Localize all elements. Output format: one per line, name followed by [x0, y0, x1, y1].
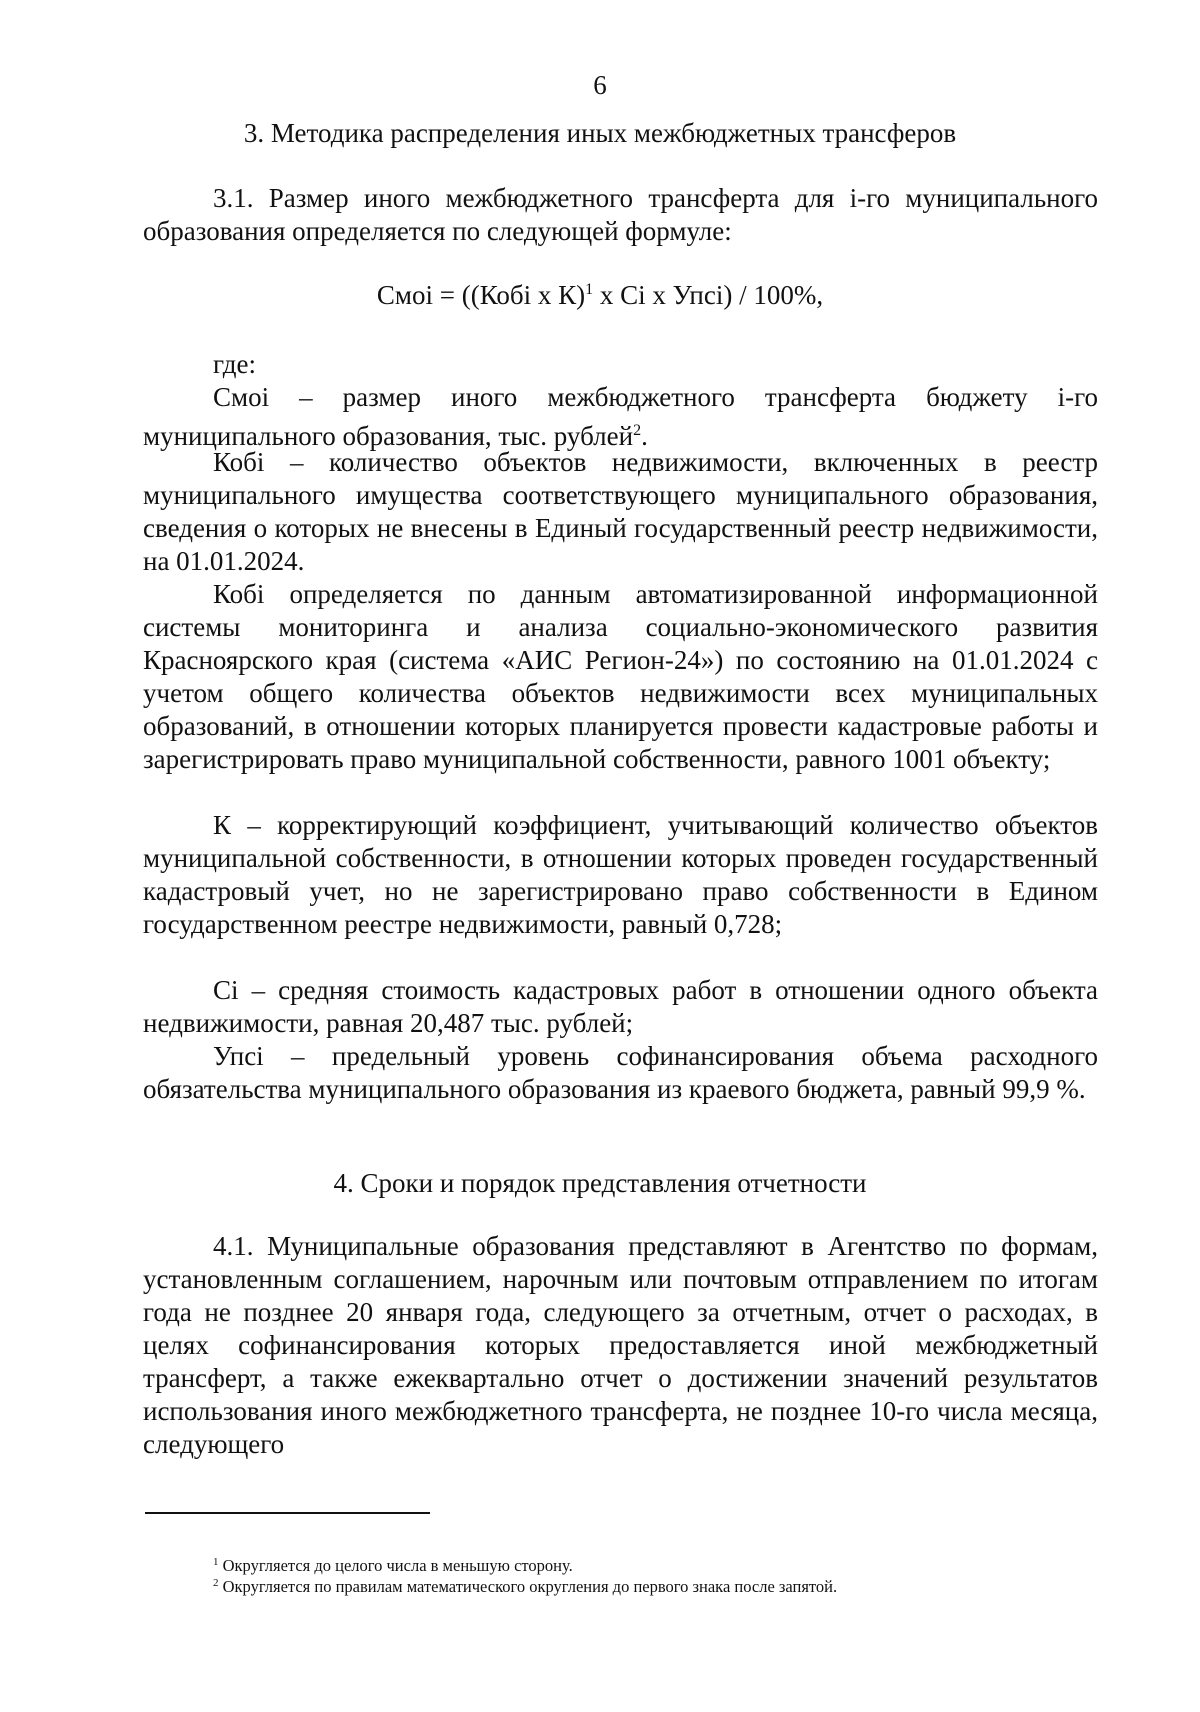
- smoi-definition-text: Смоi – размер иного межбюджетного трансферта бюджету i-го муниципального образования, тыс. рублей: [143, 382, 1098, 451]
- formula-footnote-mark: 1: [585, 281, 594, 298]
- kobi-source: Кобi определяется по данным автоматизированной информационной системы мониторинга и анализа социально-экономического развития Красноярского края (система «АИС Регион-24») по состоянию на 01.01.2024 с учетом общего количества объектов недвижимости всех муниципальных образований, в отношении которых планируется провести кадастровые работы и зарегистрировать право муниципальной собственности, равного 1001 объекту;: [143, 579, 1098, 774]
- smoi-footnote-mark: 2: [633, 422, 642, 439]
- footnote-1-mark: 1: [213, 1556, 219, 1568]
- smoi-definition: [143, 381, 1098, 453]
- footnote-2-mark: 2: [213, 1577, 219, 1589]
- smoi-definition-end: .: [641, 421, 648, 451]
- page-number: 6: [593, 70, 607, 100]
- paragraph-4-1: 4.1. Муниципальные образования представляют в Агентство по формам, установленным соглашением, нарочным или почтовым отправлением по итогам года не позднее 20 января года, следующего за отчетным, отчет о расходах, в целях софинансирования которых предоставляется иной межбюджетный трансферт, а также ежеквартально отчет о достижении значений результатов использования иного межбюджетного трансферта, не позднее 10-го числа месяца, следующего: [143, 1231, 1098, 1459]
- k-definition: К – корректирующий коэффициент, учитывающий количество объектов муниципальной собственности, в отношении которых проведен государственный кадастровый учет, но не зарегистрировано право собственности в Едином государственном реестре недвижимости, равный 0,728;: [143, 810, 1098, 939]
- upsi-definition: Упсi – предельный уровень софинансирования объема расходного обязательства муниципального образования из краевого бюджета, равный 99,9 %.: [143, 1041, 1098, 1104]
- kobi-definition: Кобi – количество объектов недвижимости, включенных в реестр муниципального имущества соответствующего муниципального образования, сведения о которых не внесены в Единый государственный реестр недвижимости, на 01.01.2024.: [143, 447, 1098, 576]
- paragraph-3-1: 3.1. Размер иного межбюджетного трансферта для i-го муниципального образования определяется по следующей формуле:: [143, 183, 1098, 246]
- section-3-heading: 3. Методика распределения иных межбюджетных трансферов: [243, 118, 957, 148]
- footnote-separator: [145, 1512, 430, 1514]
- footnote-2-text: Округляется по правилам математического округления до первого знака после запятой.: [222, 1577, 838, 1596]
- formula-part-a: Смоi = ((Кобi х К): [376, 280, 586, 310]
- footnote-2: [213, 1573, 837, 1597]
- formula-part-b: х Сi х Упсi) / 100%,: [593, 280, 824, 310]
- where-label: где:: [213, 349, 256, 379]
- formula: [0, 280, 1200, 311]
- ci-definition: Сi – средняя стоимость кадастровых работ в отношении одного объекта недвижимости, равная 20,487 тыс. рублей;: [143, 975, 1098, 1038]
- footnote-1-text: Округляется до целого числа в меньшую сторону.: [222, 1556, 573, 1575]
- section-4-heading: 4. Сроки и порядок представления отчетности: [333, 1168, 867, 1198]
